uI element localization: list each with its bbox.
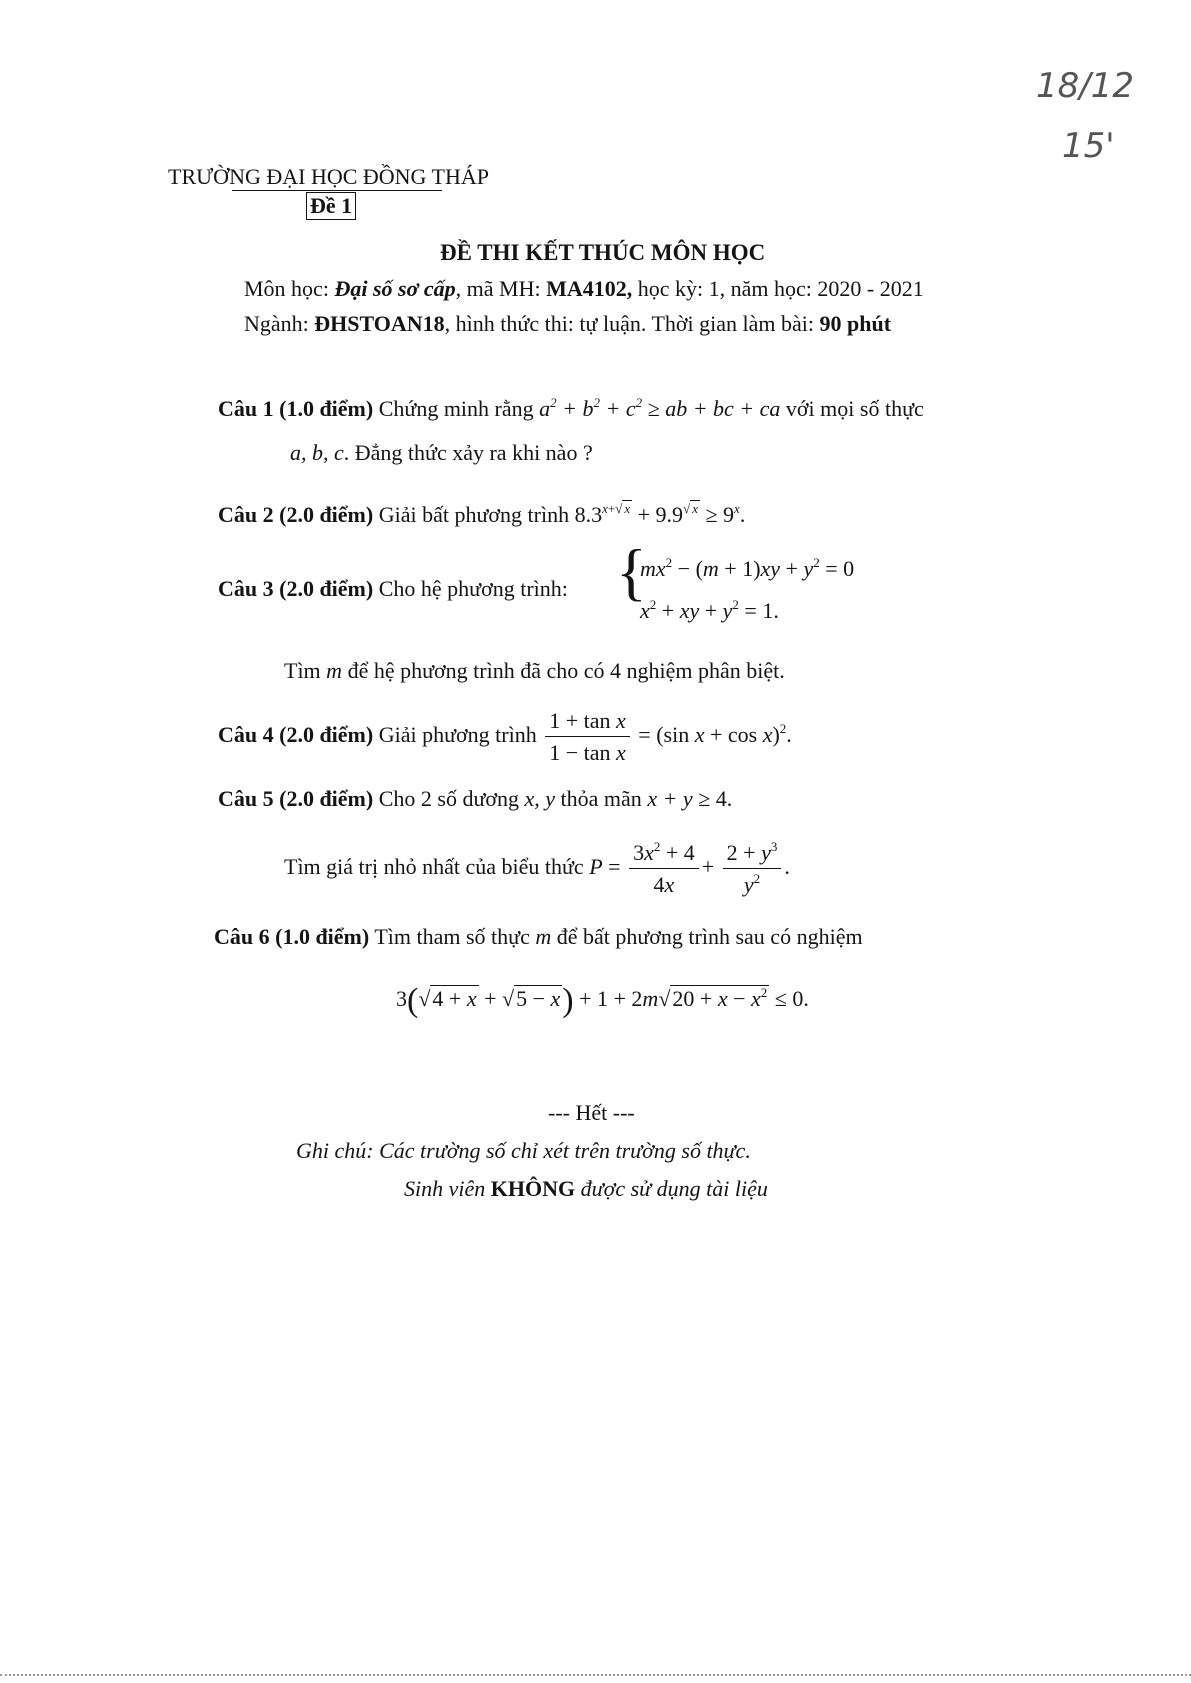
question-5-text-2: Tìm giá trị nhỏ nhất của biểu thức bbox=[284, 854, 590, 880]
question-6-text-2: để bất phương trình sau có nghiệm bbox=[551, 924, 863, 949]
school-name: TRƯỜNG ĐẠI HỌC ĐỒNG THÁP bbox=[168, 164, 489, 189]
exam-version-box: Đề 1 bbox=[306, 192, 356, 220]
question-2-inequality: $8.3^{x+√ x} + 9.9^{√ x} \ge 9^x$. bbox=[574, 501, 746, 527]
major-info-line bbox=[244, 311, 891, 337]
question-2-label: Câu 2 (2.0 điểm) bbox=[218, 502, 374, 527]
semester-year: học kỳ: 1, năm học: 2020 - 2021 bbox=[632, 276, 924, 301]
scan-edge-line bbox=[0, 1674, 1191, 1676]
question-2-text: Giải bất phương trình bbox=[373, 502, 575, 527]
exam-duration: 90 phút bbox=[819, 311, 892, 336]
question-3-text-2: để hệ phương trình đã cho có 4 nghiệm phân biệt. bbox=[342, 658, 785, 683]
question-3-label: Câu 3 (2.0 điểm) bbox=[218, 576, 374, 601]
note-rest: được sử dụng tài liệu bbox=[575, 1176, 768, 1201]
major-label: Ngành: bbox=[244, 311, 315, 336]
question-5-vars: x, y bbox=[524, 786, 556, 811]
question-1 bbox=[218, 396, 924, 422]
question-3-param: m bbox=[326, 658, 343, 683]
end-marker: --- Hết --- bbox=[548, 1100, 635, 1125]
system-equation-1: $mx^2 - (m + 1)xy + y^2 = 0$ bbox=[640, 555, 855, 581]
question-6-text: Tìm tham số thực bbox=[369, 924, 536, 949]
question-6-label: Câu 6 (1.0 điểm) bbox=[214, 924, 370, 949]
question-1-text-3: . Đẳng thức xảy ra khi nào ? bbox=[343, 440, 593, 465]
course-label: Môn học: bbox=[244, 276, 335, 301]
system-brace: { bbox=[616, 536, 647, 607]
question-5-text: Cho 2 số dương bbox=[373, 786, 525, 811]
question-3-text: Cho hệ phương trình: bbox=[373, 576, 568, 601]
course-code: MA4102, bbox=[546, 276, 633, 301]
course-info-line bbox=[244, 276, 924, 302]
major-code: ĐHSTOAN18 bbox=[314, 311, 445, 336]
note-student: Sinh viên bbox=[404, 1176, 491, 1201]
question-1-line-2 bbox=[290, 440, 593, 466]
exam-title: ĐỀ THI KẾT THÚC MÔN HỌC bbox=[440, 240, 766, 265]
question-1-label: Câu 1 (1.0 điểm) bbox=[218, 396, 374, 421]
question-5-text-b: thỏa mãn bbox=[555, 786, 648, 811]
question-5-fraction-1: $\frac{3x^2 + 4}{4x}$ bbox=[629, 840, 699, 898]
question-4-fraction: $\frac{\text{1 + tan x}}{\text{1 − tan x}}$ bbox=[545, 708, 630, 766]
handwritten-duration: 15' bbox=[1062, 126, 1115, 166]
system-equation-2: $x^2$ + xy + $y^2 = 1$. bbox=[640, 597, 779, 623]
question-6 bbox=[214, 924, 863, 950]
question-3 bbox=[218, 576, 568, 602]
school-underline bbox=[232, 190, 442, 191]
question-1-inequality: $a^2 + b^2 + c^2$ ≥ ab + bc + ca bbox=[539, 395, 781, 421]
note-line-2 bbox=[404, 1176, 768, 1202]
question-5-label: Câu 5 (2.0 điểm) bbox=[218, 786, 374, 811]
question-1-text: Chứng minh rằng bbox=[373, 396, 540, 421]
question-2 bbox=[218, 502, 745, 528]
question-6-param: m bbox=[535, 924, 552, 949]
course-code-label: , mã MH: bbox=[455, 276, 547, 301]
question-4-rhs: = (sin x + cos x)$^2$. bbox=[638, 721, 792, 748]
expression-p: P bbox=[589, 854, 603, 880]
note-not: KHÔNG bbox=[490, 1176, 576, 1201]
note-line-1: Ghi chú: Các trường số chỉ xét trên trường số thực. bbox=[296, 1138, 751, 1163]
question-4-text: Giải phương trình bbox=[373, 722, 543, 748]
handwritten-date: 18/12 bbox=[1036, 66, 1134, 106]
question-5-bound: ≥ 4. bbox=[692, 786, 733, 811]
question-4-label: Câu 4 (2.0 điểm) bbox=[218, 722, 374, 748]
question-1-text-2: với mọi số thực bbox=[780, 396, 924, 421]
question-3-line-2 bbox=[284, 658, 785, 684]
question-5-fraction-2: $\frac{2 + y^3}{y^2}$ bbox=[723, 840, 782, 898]
question-5-sum: x + y bbox=[647, 786, 693, 811]
question-4 bbox=[218, 708, 792, 766]
question-3-find: Tìm bbox=[284, 658, 327, 683]
question-5-line-2: Tìm giá trị nhỏ nhất của biểu thức P = $\frac{3x^2 + 4}{4x}$ + $\frac{2 + y^3}{y^2}$ . bbox=[284, 839, 790, 897]
course-subject: Đại số sơ cấp bbox=[334, 276, 456, 301]
question-1-vars: a, b, c bbox=[290, 440, 344, 465]
exam-format: , hình thức thi: tự luận. Thời gian làm bài: bbox=[444, 311, 820, 336]
question-6-inequality: $3(√4 + x + √5 - x) + 1 + 2m√20 + x - x^2 \le 0$. bbox=[396, 982, 809, 1019]
question-5 bbox=[218, 786, 732, 812]
